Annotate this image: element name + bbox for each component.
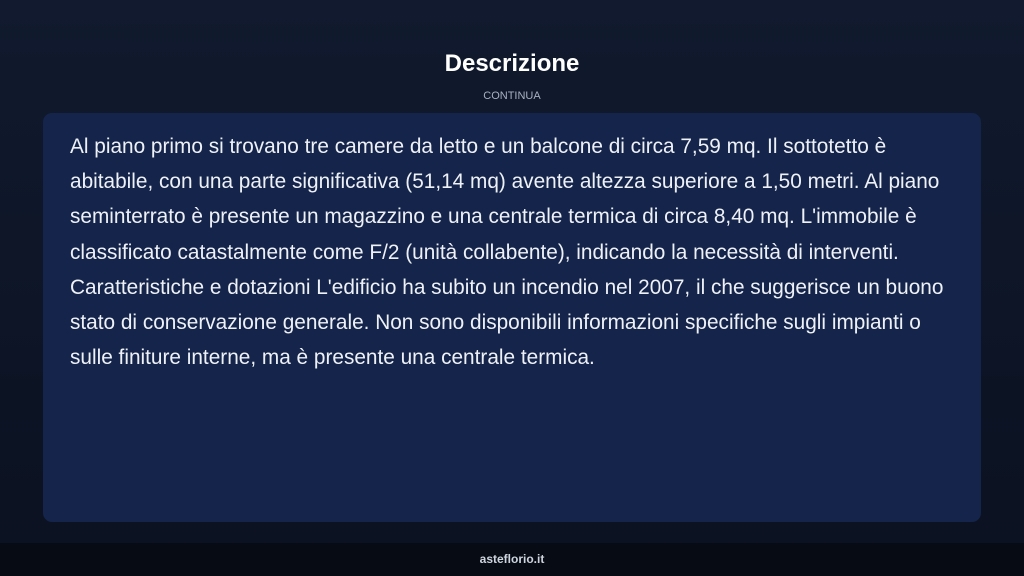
description-card	[43, 113, 981, 522]
page-subtitle: CONTINUA	[483, 90, 541, 102]
description-text: Al piano primo si trovano tre camere da letto e un balcone di circa 7,59 mq. Il sottotetto è abitabile, con una parte significativa (51,14 mq) avente altezza superiore a 1,50 metri. Al piano seminterrato è presente un magazzino e una centrale termica di circa 8,40 mq. L'immobile è classificato catastalmente come F/2 (unità collabente), indicando la necessità di interventi. Caratteristiche e dotazioni L'edificio ha subito un incendio nel 2007, il che suggerisce un buono stato di conservazione generale. Non sono disponibili informazioni specifiche sugli impianti o sulle finiture interne, ma è presente una centrale termica.	[70, 135, 944, 370]
footer-brand: asteflorio.it	[479, 552, 545, 566]
page-title: Descrizione	[444, 50, 580, 77]
footer-bar	[0, 543, 1024, 576]
